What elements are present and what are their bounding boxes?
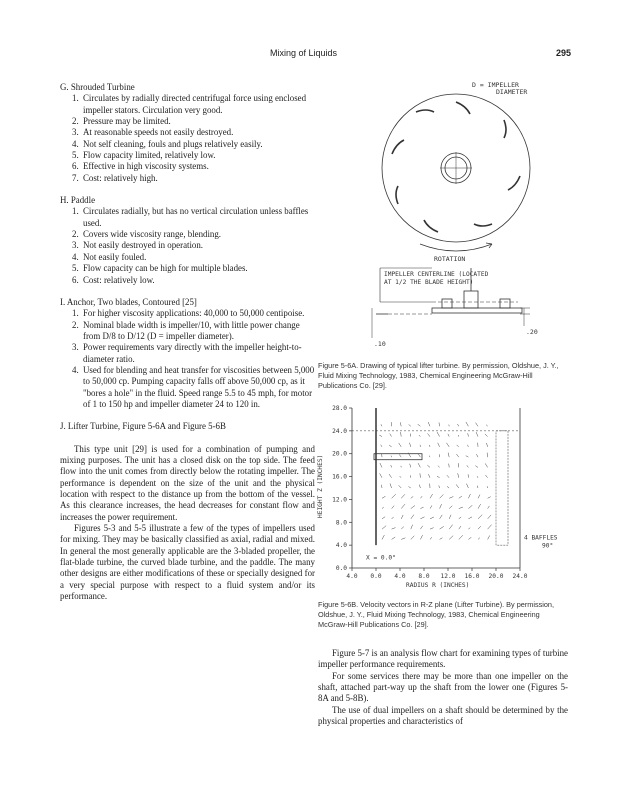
velocity-vector <box>392 528 396 530</box>
legend-line-2: DIAMETER <box>496 88 528 96</box>
x-tick-label: 16.0 <box>464 573 480 580</box>
rotation-label: ROTATION <box>434 255 466 263</box>
velocity-vector <box>459 496 462 498</box>
list-item: 3. Power requirements vary directly with the impeller height-to-diameter ratio. <box>72 342 302 364</box>
body-paragraph: The use of dual impellers on a shaft should be determined by the physical properties and characteristics of <box>318 704 568 727</box>
section-g <box>60 82 315 184</box>
y-tick-label: 28.0 <box>332 405 347 412</box>
velocity-vector <box>381 445 382 447</box>
section-h <box>60 195 315 286</box>
velocity-vector <box>438 443 440 447</box>
velocity-vector <box>430 505 432 508</box>
centerline-label-line-1: IMPELLER CENTERLINE (LOCATED <box>384 271 489 278</box>
velocity-vector <box>440 504 442 508</box>
centerline-label-line-2: AT 1/2 THE BLADE HEIGHT) <box>384 279 474 286</box>
velocity-vector <box>488 515 491 519</box>
right-column <box>318 648 568 727</box>
list-item: 6. Cost: relatively low. <box>72 274 155 285</box>
x-tick-label: 4.0 <box>346 573 358 580</box>
velocity-vector <box>449 536 453 540</box>
velocity-vector <box>437 476 440 478</box>
velocity-vector <box>428 422 430 426</box>
list-item: 7. Cost: relatively high. <box>72 172 158 183</box>
velocity-vector <box>401 494 405 498</box>
velocity-vector <box>475 423 478 427</box>
velocity-vector <box>401 515 403 519</box>
list-item: 1. For higher viscosity applications: 40,000 to 50,000 centipoise. <box>72 308 305 319</box>
running-header-title: Mixing of Liquids <box>270 48 338 58</box>
y-tick-label: 16.0 <box>332 473 347 481</box>
rotation-arrow-arc <box>420 244 492 251</box>
velocity-vector <box>476 432 478 436</box>
y-tick-label: 8.0 <box>335 519 347 527</box>
velocity-vector <box>419 485 420 488</box>
x-tick-label: 4.0 <box>394 573 406 580</box>
y-tick-label: 0.0 <box>335 565 347 572</box>
velocity-vector-field <box>379 422 491 539</box>
y-axis-label: HEIGHT Z (INCHES) <box>317 454 324 518</box>
velocity-vector <box>477 476 478 478</box>
velocity-vector <box>457 424 458 426</box>
velocity-vector <box>400 422 401 426</box>
x-axis-label: RADIUS R (INCHES) <box>406 582 470 589</box>
velocity-vector <box>400 476 402 478</box>
velocity-vector <box>439 422 440 426</box>
dimension-10: .10 <box>374 340 386 348</box>
velocity-vector <box>428 474 430 478</box>
left-column <box>60 82 315 602</box>
velocity-vector <box>449 506 452 509</box>
velocity-vector <box>459 526 461 529</box>
velocity-vector <box>449 525 452 529</box>
velocity-vector <box>389 474 392 478</box>
velocity-vector <box>420 526 422 529</box>
section-j-heading: J. Lifter Turbine, Figure 5-6A and Figure 5-6B <box>60 421 226 432</box>
velocity-vector <box>466 484 468 488</box>
velocity-vector <box>439 485 440 488</box>
velocity-vector <box>420 507 423 509</box>
velocity-vector <box>448 434 449 437</box>
velocity-vector <box>478 495 480 499</box>
figure-5-6a-caption: Figure 5-6A. Drawing of typical lifter turbine. By permission, Oldshue, J. Y., Fluid Mixing Technology, 1983, Chemical Engineering McGraw-Hill Publications Co. [29]. <box>318 361 559 390</box>
section-list <box>60 206 315 285</box>
x-tick-label: 0.0 <box>370 573 382 580</box>
x-axis-ticks <box>346 568 527 580</box>
velocity-vector <box>379 435 382 437</box>
list-item: 4. Not self cleaning, fouls and plugs relatively easily. <box>72 138 263 149</box>
section-i <box>60 297 315 410</box>
velocity-vector <box>468 494 470 498</box>
velocity-vector <box>468 517 472 519</box>
velocity-vector <box>468 505 472 508</box>
y-tick-label: 12.0 <box>332 496 347 504</box>
velocity-vector <box>399 485 402 488</box>
velocity-vector <box>411 506 415 509</box>
velocity-vector <box>485 434 488 437</box>
velocity-vector <box>478 504 481 508</box>
velocity-vector <box>382 507 384 509</box>
list-item: 2. Pressure may be limited. <box>72 116 171 127</box>
section-heading: G. Shrouded Turbine <box>60 82 135 92</box>
velocity-vector <box>440 526 444 529</box>
velocity-vector <box>401 504 405 508</box>
velocity-vector <box>401 432 402 436</box>
section-list <box>60 308 315 410</box>
velocity-vector <box>389 445 392 447</box>
velocity-vector <box>382 535 384 539</box>
list-item: 3. Not easily destroyed in operation. <box>72 240 204 251</box>
velocity-vector <box>411 515 414 519</box>
velocity-vector <box>459 535 463 539</box>
x-tick-label: 8.0 <box>418 573 430 580</box>
velocity-vector <box>447 443 450 447</box>
list-item: 4. Not easily fouled. <box>72 251 147 262</box>
velocity-vector <box>419 435 420 437</box>
velocity-vector <box>390 434 392 437</box>
velocity-vector <box>466 422 469 426</box>
velocity-vector <box>418 454 420 457</box>
impeller-disk-mark <box>374 454 422 460</box>
velocity-vector <box>430 494 433 498</box>
velocity-vector <box>382 496 385 498</box>
velocity-vector <box>468 537 471 539</box>
list-item: 5. Flow capacity limited, relatively low. <box>72 150 216 161</box>
velocity-vector <box>380 463 382 467</box>
baffles-annotation-line-1: 4 BAFFLES <box>524 534 558 542</box>
velocity-vector <box>449 497 453 499</box>
velocity-vector <box>440 538 443 540</box>
x-tick-label: 24.0 <box>512 573 528 580</box>
velocity-vector <box>418 424 421 426</box>
velocity-vector <box>485 475 487 478</box>
section-heading: I. Anchor, Two blades, Contoured [25] <box>60 296 197 307</box>
y-tick-label: 4.0 <box>335 542 347 550</box>
velocity-vector <box>410 464 411 468</box>
blade-right <box>500 299 510 308</box>
velocity-vector <box>430 537 432 539</box>
velocity-vector <box>399 454 401 457</box>
velocity-vector <box>488 525 492 529</box>
list-item: 5. Flow capacity can be high for multiple blades. <box>72 263 248 274</box>
velocity-vector <box>475 466 478 468</box>
y-tick-label: 20.0 <box>332 450 347 458</box>
velocity-vector <box>488 506 490 509</box>
velocity-vector <box>411 496 413 498</box>
y-axis-ticks <box>332 405 352 572</box>
velocity-vector <box>485 463 487 467</box>
list-item: 2. Nominal blade width is impeller/10, with little power change from D/8 to D/12 (D = impeller diameter). <box>72 319 300 341</box>
velocity-vector <box>399 443 402 447</box>
hub-side <box>464 291 478 308</box>
velocity-vector <box>440 515 443 519</box>
velocity-vector <box>392 506 395 509</box>
velocity-vector <box>418 463 420 467</box>
list-item: 2. Covers wide viscosity range, blending. <box>72 229 222 240</box>
velocity-vector <box>381 424 382 426</box>
list-item: 6. Effective in high viscosity systems. <box>72 161 209 172</box>
velocity-vector <box>478 515 482 519</box>
velocity-vector <box>429 445 430 447</box>
section-list <box>60 93 315 184</box>
body-paragraph: Figure 5-7 is an analysis flow chart for examining types of turbine impeller performance requirements. <box>318 648 568 670</box>
velocity-vector <box>401 527 404 530</box>
velocity-vector <box>427 433 430 436</box>
velocity-vector <box>468 433 469 436</box>
velocity-vector <box>459 507 463 509</box>
velocity-vector <box>468 528 470 530</box>
velocity-vector <box>420 517 424 519</box>
velocity-vector <box>486 443 487 447</box>
velocity-vector <box>380 473 382 477</box>
velocity-vector <box>466 456 469 458</box>
velocity-vector <box>430 528 434 530</box>
angle-annotation: X = 0.0° <box>366 554 396 562</box>
velocity-vector <box>390 484 392 488</box>
velocity-vector <box>478 526 481 529</box>
velocity-vector <box>486 425 487 427</box>
velocity-vector <box>476 454 478 457</box>
legend-line-1: D = IMPELLER <box>472 81 519 89</box>
velocity-vector <box>457 445 459 447</box>
figure-5-6b-caption: Figure 5-6B. Velocity vectors in R-Z plane (Lifter Turbine). By permission, Oldshue, J. Y., Fluid Mixing Technology, 1983, Chemical Engineering McGraw-Hill Publications Co. [29]. <box>318 600 555 629</box>
x-tick-label: 20.0 <box>488 573 504 580</box>
list-item: 1. Circulates by radially directed centrifugal force using enclosed impeller stators. Circulation very good. <box>72 93 307 115</box>
velocity-vector <box>411 525 413 529</box>
blade-left <box>442 299 452 308</box>
velocity-vector <box>411 536 414 540</box>
velocity-vector <box>392 517 394 519</box>
velocity-vector <box>409 443 410 447</box>
velocity-vector <box>456 484 459 488</box>
velocity-vector <box>488 497 491 499</box>
velocity-vector <box>391 465 392 467</box>
velocity-vector <box>409 424 411 426</box>
velocity-vector <box>456 454 458 457</box>
lifter-turbine-drawing <box>368 78 558 352</box>
velocity-vector <box>382 517 385 519</box>
velocity-vector <box>392 537 396 539</box>
impeller-top-view <box>382 94 530 251</box>
velocity-vector <box>429 456 430 458</box>
velocity-vector <box>391 456 392 458</box>
velocity-vector <box>447 475 449 478</box>
velocity-vector <box>447 486 449 488</box>
velocity-vector <box>420 535 422 539</box>
plot-frame <box>352 408 520 568</box>
body-paragraph: Figures 5-3 and 5-5 illustrate a few of the types of impellers used for mixing. They may be basically classified as axial, radial and mixed. In general the most generally applicable are the 3-bladed propeller, the flat-blade turbine, the curved blade turbine, and the paddle. The many other designs are either modifications of these or specially designed for a very special purpose with respect to a fluid system and/or its performance. <box>60 523 315 602</box>
list-item: 1. Circulates radially, but has no vertical circulation unless baffles used. <box>72 206 309 228</box>
body-paragraph: This type unit [29] is used for a combination of pumping and mixing purposes. The unit has a closed disk on the top side. The feed flow into the unit comes from directly below the rotating impeller. The performance is dependent on the size of the unit and the physical location with respect to the distance up from the bottom of the vessel. As this clearance increases, the head decreases for constant flow and increases the power requirement. <box>60 443 315 522</box>
y-tick-label: 24.0 <box>332 427 347 435</box>
velocity-vector <box>420 496 422 498</box>
velocity-vector <box>427 465 430 467</box>
page-number: 295 <box>556 48 572 58</box>
velocity-vector-chart <box>308 400 570 594</box>
velocity-vector <box>401 538 405 540</box>
velocity-vector <box>449 515 451 519</box>
velocity-vector <box>440 494 444 498</box>
velocity-vector <box>488 535 490 539</box>
velocity-vector <box>459 517 461 519</box>
body-paragraph: For some services there may be more than one impeller on the shaft, attached part-way up the shaft from the lower one (Figures 5-8A and 5-8B). <box>318 670 568 704</box>
velocity-vector <box>437 432 440 436</box>
list-item: 3. At reasonable speeds not easily destroyed. <box>72 127 234 138</box>
impeller-disk-side <box>432 308 522 313</box>
velocity-vector <box>458 473 459 477</box>
velocity-vector <box>408 486 410 488</box>
velocity-vector <box>392 494 396 498</box>
velocity-vector <box>478 538 480 540</box>
section-heading: H. Paddle <box>60 195 96 206</box>
velocity-vector <box>448 453 449 457</box>
velocity-vector <box>468 445 469 447</box>
baffle-mark <box>496 431 508 545</box>
velocity-vector <box>477 486 478 488</box>
velocity-vector <box>430 517 434 519</box>
dimension-20: .20 <box>526 328 538 336</box>
x-tick-label: 12.0 <box>440 573 456 580</box>
velocity-vector <box>467 465 469 467</box>
list-item: 4. Used for blending and heat transfer for viscosities between 5,000 to 50,000 cp. Pumping capacity falls off above 50,000 cp, as it "bores a hole" in the fluid. Speed range 5.5 to 45 mph, for motor of 1 to 150 hp and impeller diameter 24 to 120 in. <box>72 364 315 409</box>
velocity-vector <box>382 526 386 529</box>
velocity-vector <box>438 466 440 468</box>
baffles-annotation-line-2: 90° <box>542 542 554 550</box>
